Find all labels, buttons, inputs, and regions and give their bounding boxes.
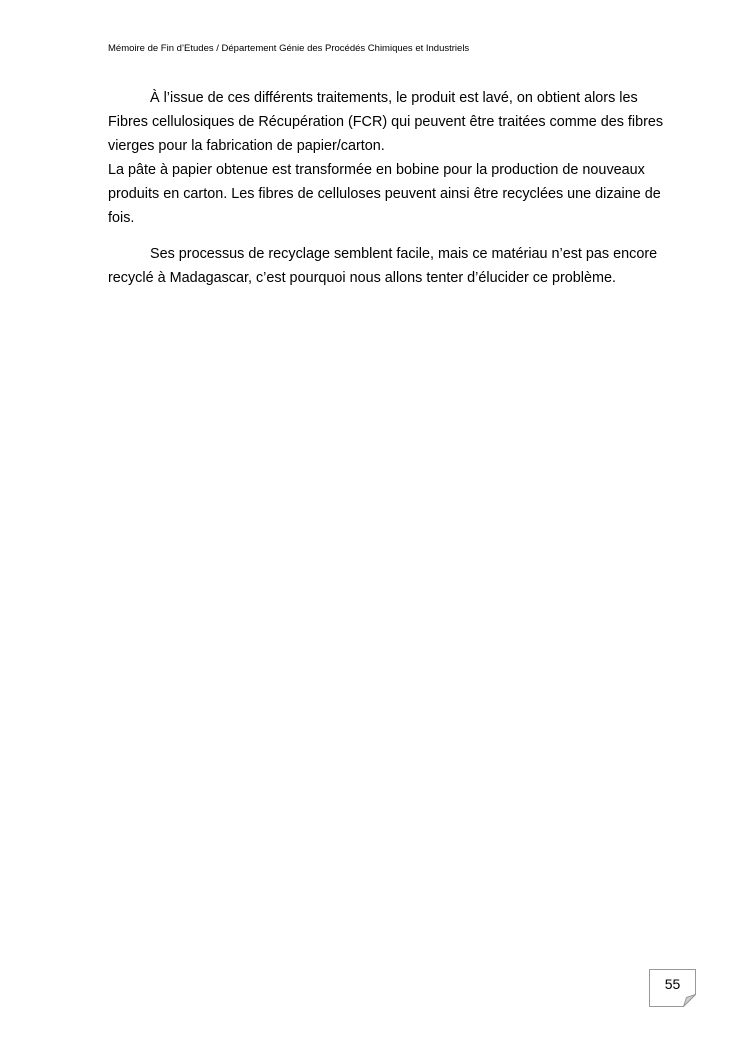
page-number-box [649, 969, 696, 1007]
paragraph-2-line-1: La pâte à papier obtenue est transformée en bobine pour la production de nouveaux [108, 162, 645, 178]
body-text [108, 86, 688, 290]
paragraph-spacer [108, 230, 688, 242]
paragraph-2-line-3: fois. [108, 210, 135, 226]
paragraph-3-line-2: recyclé à Madagascar, c’est pourquoi nous allons tenter d’élucider ce problème. [108, 270, 616, 286]
paragraph-1-line-3: vierges pour la fabrication de papier/carton. [108, 138, 385, 154]
page-number: 55 [664, 976, 681, 992]
paragraph-3-line-1: Ses processus de recyclage semblent facile, mais ce matériau n’est pas encore [150, 246, 658, 262]
running-header: Mémoire de Fin d’Etudes / Département Génie des Procédés Chimiques et Industriels [108, 43, 470, 54]
paragraph-2-line-2: produits en carton. Les fibres de celluloses peuvent ainsi être recyclées une dizaine de [108, 186, 661, 202]
paragraph-1-line-2: Fibres cellulosiques de Récupération (FCR) qui peuvent être traitées comme des fibres [108, 114, 664, 130]
paragraph-1-line-1: À l’issue de ces différents traitements, le produit est lavé, on obtient alors les [150, 90, 638, 106]
